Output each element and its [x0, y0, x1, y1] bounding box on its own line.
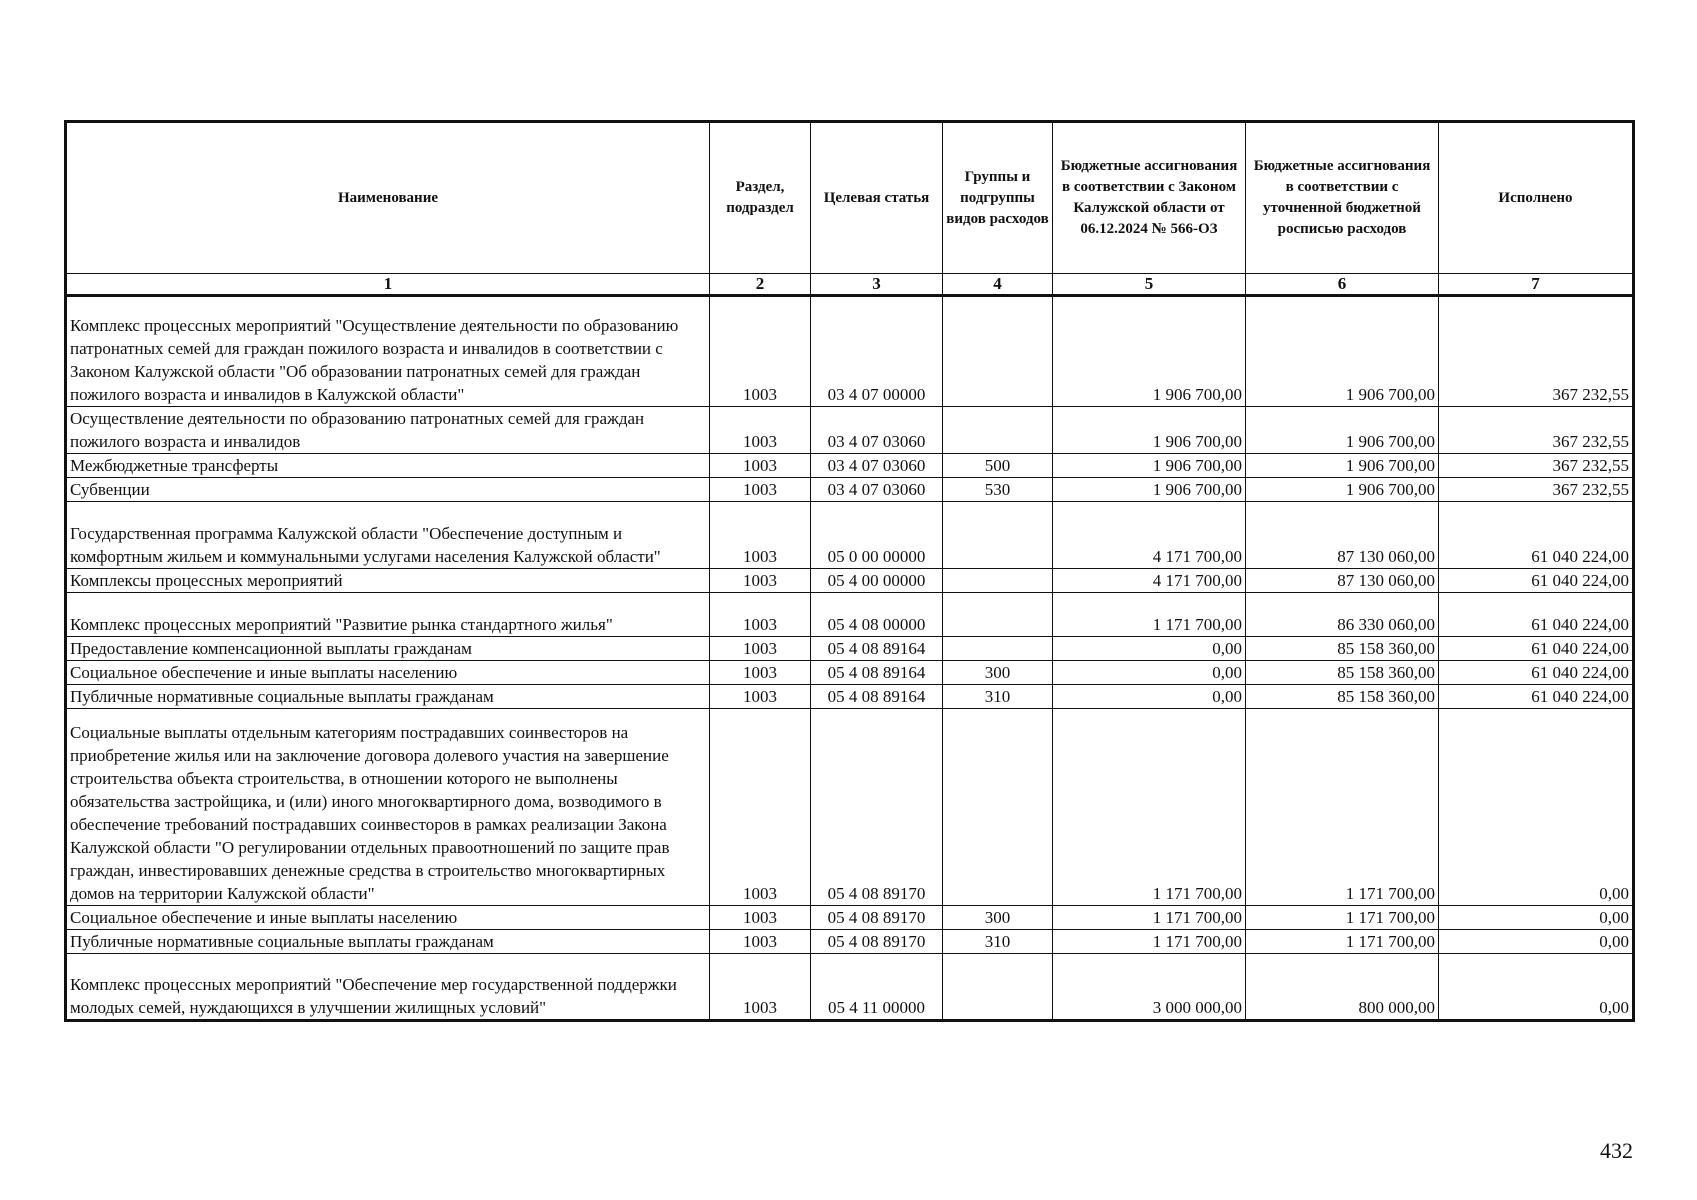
- header-name: Наименование: [66, 122, 710, 274]
- row-target: 05 4 08 89164: [811, 661, 943, 685]
- row-refined-amount: 85 158 360,00: [1246, 637, 1439, 661]
- row-group: 530: [943, 478, 1053, 502]
- row-refined-amount: 85 158 360,00: [1246, 661, 1439, 685]
- budget-table-container: [64, 120, 1632, 1022]
- row-executed-amount: 0,00: [1439, 906, 1634, 930]
- row-refined-amount: 1 906 700,00: [1246, 478, 1439, 502]
- table-row: [66, 454, 1634, 478]
- row-name: Комплекс процессных мероприятий "Осуществление деятельности по образованию патронатных семей для граждан пожилого возраста и инвалидов в соответствии с Законом Калужской области "Об образовании патронатных семей для граждан пожилого возраста и инвалидов в Калужской области": [66, 296, 710, 407]
- column-number: 3: [811, 274, 943, 296]
- row-executed-amount: 61 040 224,00: [1439, 661, 1634, 685]
- row-group: [943, 593, 1053, 637]
- row-section: 1003: [710, 478, 811, 502]
- row-law-amount: 0,00: [1053, 637, 1246, 661]
- row-section: 1003: [710, 454, 811, 478]
- row-name: Осуществление деятельности по образованию патронатных семей для граждан пожилого возраста и инвалидов: [66, 407, 710, 454]
- column-number: 7: [1439, 274, 1634, 296]
- row-name: Межбюджетные трансферты: [66, 454, 710, 478]
- row-section: 1003: [710, 661, 811, 685]
- row-executed-amount: 61 040 224,00: [1439, 502, 1634, 569]
- row-refined-amount: 1 906 700,00: [1246, 454, 1439, 478]
- header-executed: Исполнено: [1439, 122, 1634, 274]
- row-name: Социальное обеспечение и иные выплаты населению: [66, 661, 710, 685]
- header-row: [66, 122, 1634, 274]
- row-group: 300: [943, 906, 1053, 930]
- row-executed-amount: 61 040 224,00: [1439, 593, 1634, 637]
- row-group: 310: [943, 930, 1053, 954]
- header-groups: Группы и подгруппы видов расходов: [943, 122, 1053, 274]
- row-group: [943, 709, 1053, 906]
- row-executed-amount: 61 040 224,00: [1439, 637, 1634, 661]
- column-number-row: [66, 274, 1634, 296]
- row-section: 1003: [710, 709, 811, 906]
- row-target: 05 0 00 00000: [811, 502, 943, 569]
- row-target: 05 4 08 89170: [811, 930, 943, 954]
- table-row: [66, 906, 1634, 930]
- column-number: 5: [1053, 274, 1246, 296]
- row-section: 1003: [710, 637, 811, 661]
- row-section: 1003: [710, 930, 811, 954]
- row-refined-amount: 86 330 060,00: [1246, 593, 1439, 637]
- row-executed-amount: 367 232,55: [1439, 478, 1634, 502]
- row-group: [943, 954, 1053, 1021]
- row-law-amount: 1 906 700,00: [1053, 454, 1246, 478]
- row-group: 310: [943, 685, 1053, 709]
- row-name: Государственная программа Калужской области "Обеспечение доступным и комфортным жильем и коммунальными услугами населения Калужской области": [66, 502, 710, 569]
- row-name: Субвенции: [66, 478, 710, 502]
- column-number: 6: [1246, 274, 1439, 296]
- row-executed-amount: 0,00: [1439, 954, 1634, 1021]
- row-executed-amount: 0,00: [1439, 709, 1634, 906]
- row-section: 1003: [710, 296, 811, 407]
- row-law-amount: 1 906 700,00: [1053, 407, 1246, 454]
- row-refined-amount: 1 906 700,00: [1246, 296, 1439, 407]
- column-number: 1: [66, 274, 710, 296]
- row-name: Комплекс процессных мероприятий "Развитие рынка стандартного жилья": [66, 593, 710, 637]
- row-refined-amount: 87 130 060,00: [1246, 502, 1439, 569]
- row-refined-amount: 1 171 700,00: [1246, 930, 1439, 954]
- table-row: [66, 954, 1634, 1021]
- table-row: [66, 478, 1634, 502]
- row-law-amount: 0,00: [1053, 685, 1246, 709]
- row-executed-amount: 0,00: [1439, 930, 1634, 954]
- row-target: 05 4 08 89170: [811, 709, 943, 906]
- row-refined-amount: 800 000,00: [1246, 954, 1439, 1021]
- row-refined-amount: 1 171 700,00: [1246, 709, 1439, 906]
- row-refined-amount: 1 171 700,00: [1246, 906, 1439, 930]
- row-target: 05 4 08 89164: [811, 637, 943, 661]
- row-group: [943, 569, 1053, 593]
- row-target: 03 4 07 00000: [811, 296, 943, 407]
- row-refined-amount: 1 906 700,00: [1246, 407, 1439, 454]
- header-target: Целевая статья: [811, 122, 943, 274]
- header-law: Бюджетные ассигнования в соответствии с Законом Калужской области от 06.12.2024 № 566-ОЗ: [1053, 122, 1246, 274]
- header-refined: Бюджетные ассигнования в соответствии с уточненной бюджетной росписью расходов: [1246, 122, 1439, 274]
- table-row: [66, 407, 1634, 454]
- table-row: [66, 593, 1634, 637]
- row-law-amount: 1 171 700,00: [1053, 593, 1246, 637]
- row-name: Публичные нормативные социальные выплаты гражданам: [66, 685, 710, 709]
- row-executed-amount: 367 232,55: [1439, 407, 1634, 454]
- row-target: 03 4 07 03060: [811, 478, 943, 502]
- row-section: 1003: [710, 685, 811, 709]
- row-target: 05 4 08 89170: [811, 906, 943, 930]
- row-name: Социальное обеспечение и иные выплаты населению: [66, 906, 710, 930]
- row-law-amount: 0,00: [1053, 661, 1246, 685]
- row-target: 03 4 07 03060: [811, 454, 943, 478]
- table-row: [66, 637, 1634, 661]
- row-name: Предоставление компенсационной выплаты гражданам: [66, 637, 710, 661]
- row-group: [943, 296, 1053, 407]
- row-law-amount: 1 906 700,00: [1053, 478, 1246, 502]
- table-row: [66, 296, 1634, 407]
- row-name: Публичные нормативные социальные выплаты гражданам: [66, 930, 710, 954]
- row-law-amount: 1 171 700,00: [1053, 709, 1246, 906]
- row-group: [943, 502, 1053, 569]
- page-number: 432: [1600, 1138, 1633, 1163]
- row-section: 1003: [710, 954, 811, 1021]
- column-number: 4: [943, 274, 1053, 296]
- row-executed-amount: 367 232,55: [1439, 296, 1634, 407]
- row-name: Комплексы процессных мероприятий: [66, 569, 710, 593]
- row-section: 1003: [710, 569, 811, 593]
- row-target: 05 4 00 00000: [811, 569, 943, 593]
- row-law-amount: 1 171 700,00: [1053, 930, 1246, 954]
- row-name: Социальные выплаты отдельным категориям пострадавших соинвесторов на приобретение жилья или на заключение договора долевого участия на завершение строительства объекта строительства, в отношении которого не выполнены обязательства застройщика, и (или) иного многоквартирного дома, возводимого в обеспечение требований пострадавших соинвесторов в рамках реализации Закона Калужской области "О регулировании отдельных правоотношений по защите прав граждан, инвестировавших денежные средства в строительство многоквартирных домов на территории Калужской области": [66, 709, 710, 906]
- row-law-amount: 4 171 700,00: [1053, 569, 1246, 593]
- row-refined-amount: 85 158 360,00: [1246, 685, 1439, 709]
- row-law-amount: 3 000 000,00: [1053, 954, 1246, 1021]
- row-law-amount: 1 906 700,00: [1053, 296, 1246, 407]
- row-group: 500: [943, 454, 1053, 478]
- row-executed-amount: 61 040 224,00: [1439, 685, 1634, 709]
- row-executed-amount: 61 040 224,00: [1439, 569, 1634, 593]
- row-target: 05 4 08 00000: [811, 593, 943, 637]
- table-row: [66, 502, 1634, 569]
- row-name: Комплекс процессных мероприятий "Обеспечение мер государственной поддержки молодых семей, нуждающихся в улучшении жилищных условий": [66, 954, 710, 1021]
- row-group: [943, 407, 1053, 454]
- row-target: 05 4 08 89164: [811, 685, 943, 709]
- row-target: 05 4 11 00000: [811, 954, 943, 1021]
- row-refined-amount: 87 130 060,00: [1246, 569, 1439, 593]
- table-row: [66, 709, 1634, 906]
- row-law-amount: 4 171 700,00: [1053, 502, 1246, 569]
- table-row: [66, 930, 1634, 954]
- table-row: [66, 569, 1634, 593]
- header-section: Раздел, подраздел: [710, 122, 811, 274]
- budget-table: [64, 120, 1635, 1022]
- row-group: 300: [943, 661, 1053, 685]
- table-row: [66, 685, 1634, 709]
- row-executed-amount: 367 232,55: [1439, 454, 1634, 478]
- row-group: [943, 637, 1053, 661]
- row-section: 1003: [710, 906, 811, 930]
- row-target: 03 4 07 03060: [811, 407, 943, 454]
- table-row: [66, 661, 1634, 685]
- row-law-amount: 1 171 700,00: [1053, 906, 1246, 930]
- row-section: 1003: [710, 502, 811, 569]
- column-number: 2: [710, 274, 811, 296]
- row-section: 1003: [710, 593, 811, 637]
- row-section: 1003: [710, 407, 811, 454]
